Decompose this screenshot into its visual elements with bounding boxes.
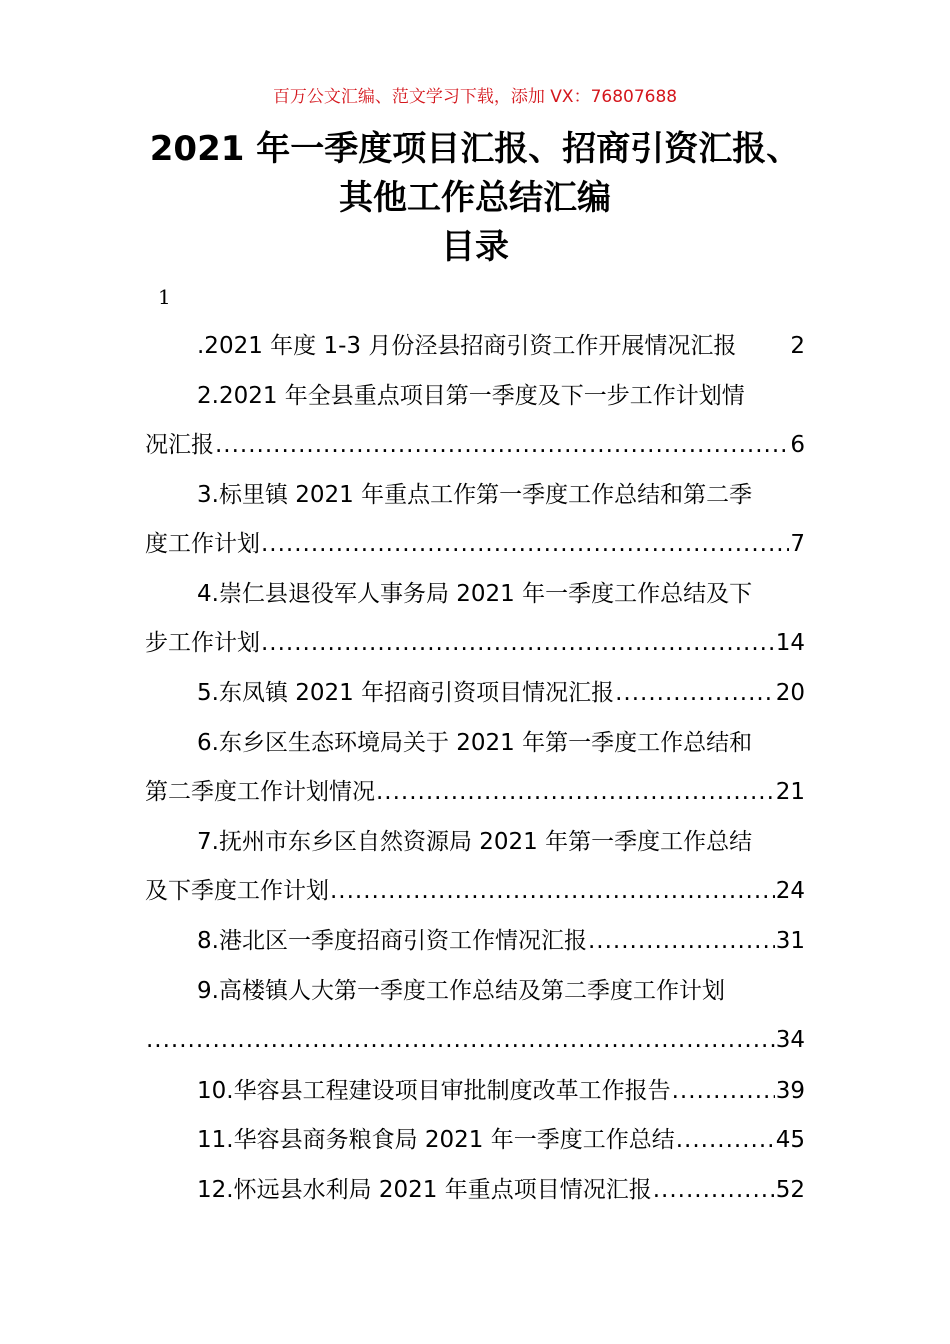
toc-entry-9[interactable] (197, 975, 805, 1007)
toc-entry-title: 7.抚州市东乡区自然资源局 2021 年第一季度工作总结 (197, 829, 753, 855)
toc-entry-page: 14 (775, 630, 805, 656)
toc-entry-title: 12.怀远县水利局 2021 年重点项目情况汇报 (197, 1177, 652, 1203)
toc-entry-title: .2021 年度 1-3 月份泾县招商引资工作开展情况汇报 (197, 333, 737, 359)
toc-entry-page: 7 (790, 531, 805, 557)
dot-leader (676, 1124, 775, 1156)
watermark-text: 百万公文汇编、范文学习下载，添加 VX：76807688 (272, 87, 678, 107)
toc-entry-title-cont: 第二季度工作计划情况 (145, 779, 375, 805)
dot-leader (215, 429, 789, 461)
toc-entry-title: 4.崇仁县退役军人事务局 2021 年一季度工作总结及下 (197, 581, 753, 607)
toc-entry-9-continuation[interactable] (145, 1024, 805, 1056)
toc-entry-11[interactable] (197, 1124, 805, 1156)
toc-entry-10[interactable] (197, 1075, 805, 1107)
toc-entry-title: 6.东乡区生态环境局关于 2021 年第一季度工作总结和 (197, 730, 753, 756)
dot-leader (672, 1075, 775, 1107)
toc-entry-title-cont: 度工作计划 (145, 531, 260, 557)
toc-entry-1[interactable] (197, 330, 805, 362)
toc-entry-title: 3.标里镇 2021 年重点工作第一季度工作总结和第二季 (197, 482, 753, 508)
toc-entry-6-continuation[interactable] (145, 776, 805, 808)
stray-number: 1 (158, 285, 171, 309)
dot-leader (261, 528, 789, 560)
toc-entry-title: 11.华容县商务粮食局 2021 年一季度工作总结 (197, 1127, 675, 1153)
toc-entry-5[interactable] (197, 677, 805, 709)
toc-entry-3-continuation[interactable] (145, 528, 805, 560)
document-title-line-2: 其他工作总结汇编 (339, 178, 611, 218)
toc-entry-title: 5.东凤镇 2021 年招商引资项目情况汇报 (197, 680, 615, 706)
dot-leader (376, 776, 775, 808)
dot-leader (653, 1174, 775, 1206)
toc-entry-page: 24 (775, 878, 805, 904)
toc-entry-page: 31 (775, 928, 805, 954)
toc-entry-page: 2 (790, 333, 805, 359)
toc-entry-8[interactable] (197, 925, 805, 957)
toc-entry-2-continuation[interactable] (145, 429, 805, 461)
toc-entry-title: 9.高楼镇人大第一季度工作总结及第二季度工作计划 (197, 978, 725, 1004)
document-title-line-1: 2021 年一季度项目汇报、招商引资汇报、 (149, 129, 801, 169)
dot-leader (330, 875, 775, 907)
toc-entry-page: 21 (775, 779, 805, 805)
toc-entry-page: 20 (775, 680, 805, 706)
dot-leader (615, 677, 775, 709)
toc-entry-page: 34 (775, 1027, 805, 1053)
toc-entry-page: 45 (775, 1127, 805, 1153)
toc-entry-title: 10.华容县工程建设项目审批制度改革工作报告 (197, 1078, 671, 1104)
toc-entry-title: 8.港北区一季度招商引资工作情况汇报 (197, 928, 587, 954)
dot-leader (261, 627, 775, 659)
toc-entry-title-cont: 况汇报 (145, 432, 214, 458)
dot-leader (146, 1024, 775, 1056)
toc-entry-3[interactable] (197, 479, 805, 511)
toc-entry-page: 39 (775, 1078, 805, 1104)
toc-entry-4-continuation[interactable] (145, 627, 805, 659)
toc-entry-page: 6 (790, 432, 805, 458)
toc-entry-title-cont: 及下季度工作计划 (145, 878, 329, 904)
toc-entry-7-continuation[interactable] (145, 875, 805, 907)
dot-leader (588, 925, 775, 957)
toc-entry-title-cont: 步工作计划 (145, 630, 260, 656)
toc-entry-2[interactable] (197, 380, 805, 412)
toc-entry-12[interactable] (197, 1174, 805, 1206)
toc-entry-page: 52 (775, 1177, 805, 1203)
toc-heading: 目录 (441, 227, 509, 267)
toc-entry-7[interactable] (197, 826, 805, 858)
toc-entry-4[interactable] (197, 578, 805, 610)
toc-entry-title: 2.2021 年全县重点项目第一季度及下一步工作计划情 (197, 383, 745, 409)
toc-entry-6[interactable] (197, 727, 805, 759)
